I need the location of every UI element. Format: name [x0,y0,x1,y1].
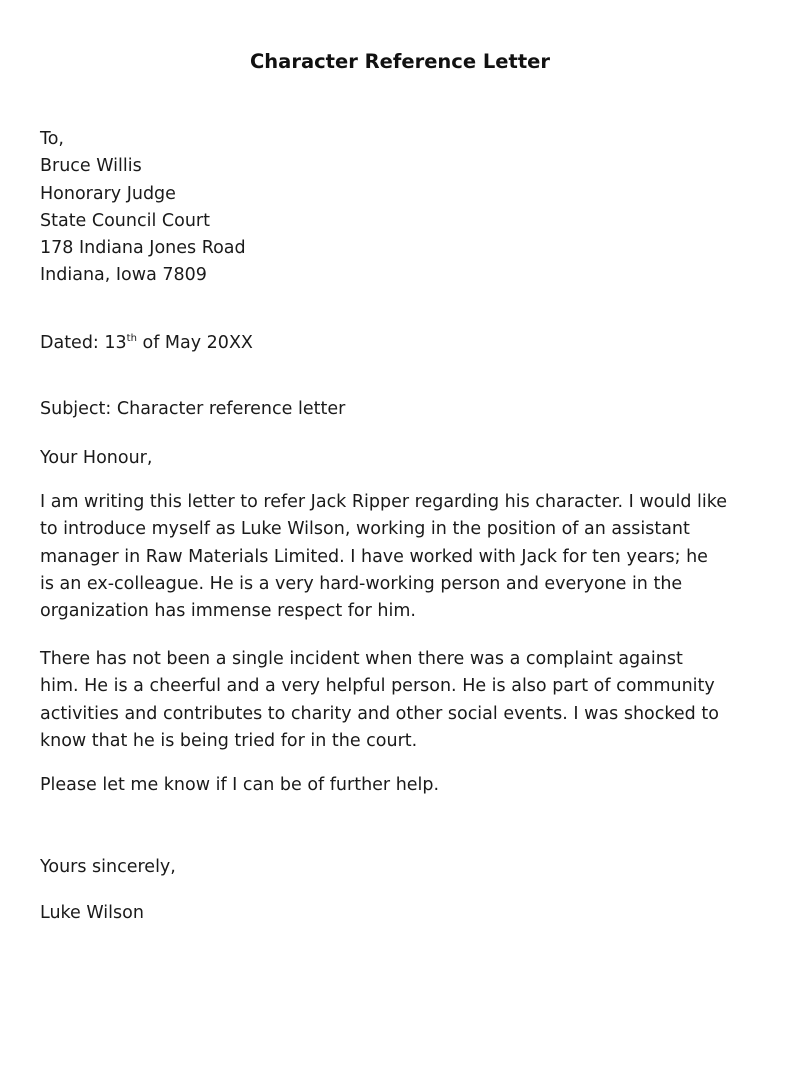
letter-subject: Subject: Character reference letter [40,399,346,419]
recipient-title: Honorary Judge [40,183,176,204]
date-ordinal-suffix: th [126,333,137,344]
paragraph-line: There has not been a single incident when there was a complaint against [40,649,683,669]
body-paragraph-3: Please let me know if I can be of further help. [40,775,440,795]
recipient-name: Bruce Willis [40,156,142,177]
paragraph-line: to introduce myself as Luke Wilson, working in the position of an assistant [40,519,690,540]
recipient-address [40,126,770,290]
paragraph-line: is an ex-colleague. He is a very hard-working person and everyone in the [40,573,683,594]
paragraph-line: him. He is a cheerful and a very helpful person. He is also part of community [40,676,715,697]
recipient-street: 178 Indiana Jones Road [40,238,246,259]
letter-date [40,330,770,359]
letter-salutation: Your Honour, [40,448,153,468]
letter-title: Character Reference Letter [249,50,551,73]
date-suffix: of May 20XX [136,333,253,353]
body-paragraph-1 [40,489,770,625]
recipient-city: Indiana, Iowa 7809 [40,265,207,286]
date-prefix: Dated: 13 [40,333,127,353]
recipient-organization: State Council Court [40,210,210,231]
address-line: To, [40,129,64,149]
letter-closing: Yours sincerely, [40,857,176,877]
paragraph-line: organization has immense respect for him. [40,601,416,622]
body-paragraph-2 [40,646,770,755]
paragraph-line: activities and contributes to charity and other social events. I was shocked to [40,703,719,724]
paragraph-line: I am writing this letter to refer Jack Ripper regarding his character. I would like [40,492,727,512]
letter-signature: Luke Wilson [40,903,144,923]
paragraph-line: know that he is being tried for in the court. [40,730,418,751]
paragraph-line: manager in Raw Materials Limited. I have worked with Jack for ten years; he [40,546,708,567]
